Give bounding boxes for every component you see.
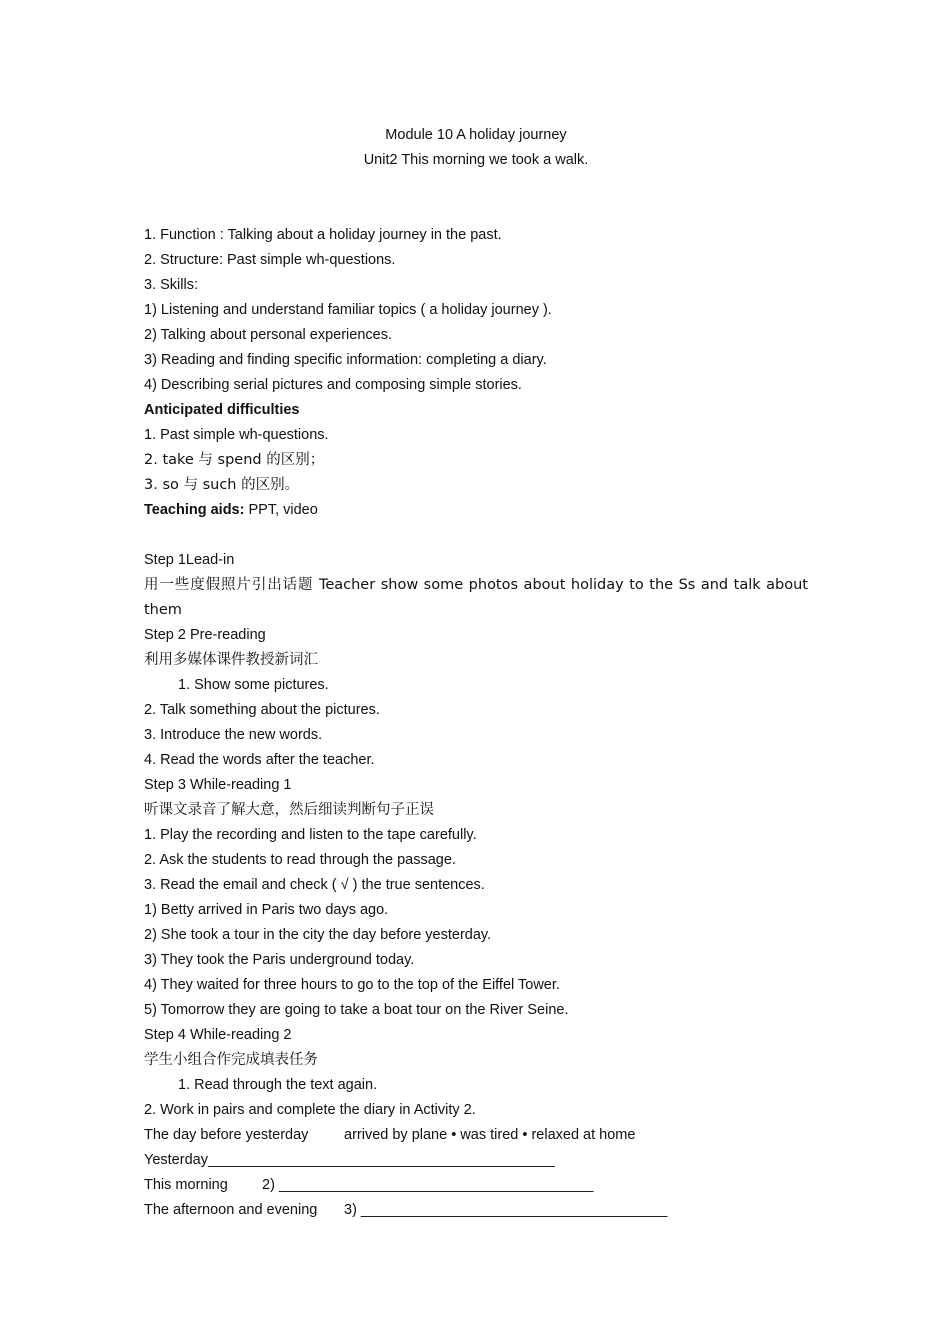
document-subtitle: Unit2 This morning we took a walk.	[363, 152, 589, 168]
difficulty-item: 3. so 与 such 的区别。	[144, 477, 300, 493]
step3-item: 2) She took a tour in the city the day before yesterday.	[144, 927, 492, 943]
step2-note: 利用多媒体课件教授新词汇	[144, 652, 318, 668]
step3-heading: Step 3 While-reading 1	[144, 777, 292, 793]
difficulty-item: 2. take 与 spend 的区别；	[144, 452, 325, 468]
step1-text: 用一些度假照片引出话题 Teacher show some photos about holiday to the Ss and talk about them	[144, 577, 808, 618]
diary-table	[144, 1123, 808, 1223]
spacer	[144, 523, 808, 548]
diary-blank[interactable]: 3) ______________________________________	[344, 1202, 668, 1218]
diary-blank[interactable]: 2) _______________________________________	[262, 1177, 594, 1193]
document-body	[144, 123, 808, 1223]
objective-item: 2. Structure: Past simple wh-questions.	[144, 252, 396, 268]
difficulties-heading: Anticipated difficulties	[144, 402, 300, 418]
objective-item: 4) Describing serial pictures and composing simple stories.	[144, 377, 522, 393]
difficulty-item: 1. Past simple wh-questions.	[144, 427, 329, 443]
step3-item: 4) They waited for three hours to go to the top of the Eiffel Tower.	[144, 977, 560, 993]
step2-item: 2. Talk something about the pictures.	[144, 702, 380, 718]
teaching-aids	[144, 498, 808, 523]
objective-item: 3. Skills:	[144, 277, 198, 293]
objectives-list	[144, 223, 808, 398]
step2-item: 1. Show some pictures.	[178, 677, 329, 693]
step3-note: 听课文录音了解大意，然后细读判断句子正误	[144, 802, 434, 818]
objective-item: 1) Listening and understand familiar topics ( a holiday journey ).	[144, 302, 552, 318]
step4-item: 2. Work in pairs and complete the diary in Activity 2.	[144, 1102, 476, 1118]
step3-item: 1. Play the recording and listen to the tape carefully.	[144, 827, 477, 843]
diary-label: Yesterday	[144, 1152, 208, 1168]
diary-row	[144, 1148, 808, 1173]
step4-item: 1. Read through the text again.	[178, 1077, 378, 1093]
objective-item: 3) Reading and finding specific information: completing a diary.	[144, 352, 547, 368]
step1-heading: Step 1Lead-in	[144, 552, 235, 568]
step3-item: 2. Ask the students to read through the passage.	[144, 852, 456, 868]
diary-label: The day before yesterday	[144, 1127, 309, 1143]
diary-blank[interactable]: ___________________________________________	[207, 1152, 555, 1168]
objective-item: 2) Talking about personal experiences.	[144, 327, 393, 343]
step3-item: 1) Betty arrived in Paris two days ago.	[144, 902, 389, 918]
step3-item: 3) They took the Paris underground today.	[144, 952, 415, 968]
diary-row	[144, 1123, 808, 1148]
spacer	[144, 173, 808, 223]
diary-label: This morning	[144, 1177, 228, 1193]
objective-item: 1. Function : Talking about a holiday journey in the past.	[144, 227, 502, 243]
document-title: Module 10 A holiday journey	[385, 127, 567, 143]
step4-note: 学生小组合作完成填表任务	[144, 1052, 318, 1068]
diary-row	[144, 1173, 808, 1198]
step3-item: 5) Tomorrow they are going to take a boat tour on the River Seine.	[144, 1002, 569, 1018]
diary-label: The afternoon and evening	[144, 1202, 318, 1218]
step4-heading: Step 4 While-reading 2	[144, 1027, 292, 1043]
diary-row	[144, 1198, 808, 1223]
difficulties-list	[144, 423, 808, 498]
step2-item: 4. Read the words after the teacher.	[144, 752, 375, 768]
step3-item: 3. Read the email and check ( √ ) the true sentences.	[144, 877, 485, 893]
diary-value: arrived by plane • was tired • relaxed at home	[344, 1127, 636, 1143]
teaching-aids-value: PPT, video	[244, 502, 318, 518]
step2-item: 3. Introduce the new words.	[144, 727, 323, 743]
step2-heading: Step 2 Pre-reading	[144, 627, 266, 643]
teaching-aids-label: Teaching aids:	[144, 502, 245, 518]
